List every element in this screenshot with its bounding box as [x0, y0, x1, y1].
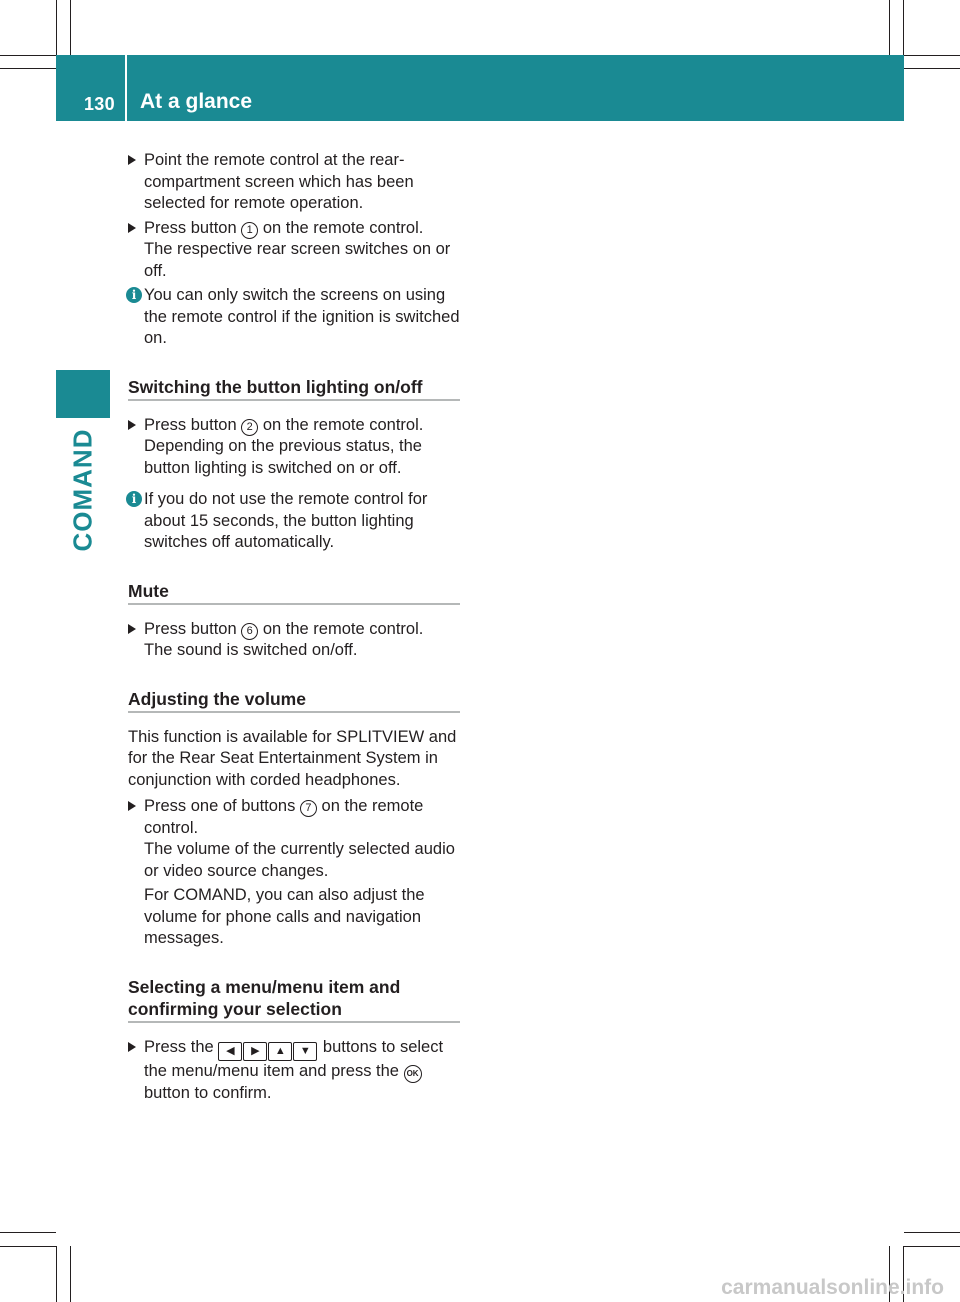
- down-arrow-key-icon: ▼: [293, 1042, 317, 1061]
- instruction-step: [128, 218, 460, 283]
- button-1-icon: 1: [241, 222, 258, 239]
- crop-mark: [904, 55, 960, 56]
- step-text-start: Press one of buttons: [144, 797, 296, 815]
- instruction-step: [128, 619, 460, 662]
- step-text: Point the remote control at the rear-compartment screen which has been selected for remote operation.: [144, 151, 414, 212]
- step-result: Depending on the previous status, the button lighting is switched on or off.: [144, 437, 422, 477]
- left-arrow-key-icon: ◀: [218, 1042, 242, 1061]
- up-arrow-key-icon: ▲: [268, 1042, 292, 1061]
- info-icon: i: [126, 287, 142, 303]
- crop-mark: [70, 1246, 71, 1302]
- step-arrow-icon: [128, 624, 136, 634]
- note-text: If you do not use the remote control for about 15 seconds, the button lighting switches off automatically.: [144, 490, 428, 551]
- side-tab-marker: [56, 370, 110, 418]
- step-arrow-icon: [128, 1042, 136, 1052]
- crop-mark: [904, 68, 960, 69]
- step-text-end: button to confirm.: [144, 1083, 272, 1102]
- info-icon: i: [126, 491, 142, 507]
- instruction-step: [128, 415, 460, 480]
- crop-mark: [0, 1246, 56, 1247]
- step-arrow-icon: [128, 223, 136, 233]
- step-text-start: Press button: [144, 415, 237, 434]
- step-text-start: Press button: [144, 619, 237, 638]
- section-heading: Switching the button lighting on/off: [128, 376, 460, 401]
- crop-mark: [889, 0, 890, 55]
- instruction-step: [128, 1037, 460, 1105]
- step-text: [144, 415, 460, 437]
- instruction-step: [128, 796, 460, 950]
- step-text: [144, 1037, 460, 1105]
- page-title: At a glance: [140, 90, 253, 113]
- step-result: For COMAND, you can also adjust the volume for phone calls and navigation messages.: [144, 886, 425, 947]
- step-text: [144, 796, 460, 839]
- section-heading: Selecting a menu/menu item and confirming your selection: [128, 976, 460, 1023]
- button-7-icon: 7: [300, 800, 317, 817]
- section-heading: Mute: [128, 580, 460, 605]
- step-result: The respective rear screen switches on or off.: [144, 240, 451, 280]
- crop-mark: [56, 0, 57, 55]
- side-tab-label: COMAND: [67, 428, 98, 552]
- crop-mark: [0, 1232, 56, 1233]
- step-text-end: on the remote control.: [262, 415, 424, 434]
- main-content: [128, 150, 460, 1107]
- button-6-icon: 6: [241, 623, 258, 640]
- right-arrow-key-icon: ▶: [243, 1042, 267, 1061]
- crop-mark: [904, 1232, 960, 1233]
- step-text-start: Press the: [144, 1037, 214, 1056]
- button-2-icon: 2: [241, 419, 258, 436]
- header-divider: [125, 55, 127, 121]
- step-result: The volume of the currently selected audio or video source changes.: [144, 840, 455, 880]
- step-arrow-icon: [128, 801, 136, 811]
- step-arrow-icon: [128, 155, 136, 165]
- crop-mark: [904, 1246, 960, 1247]
- crop-mark: [70, 0, 71, 55]
- crop-mark: [0, 55, 56, 56]
- step-text-middle: buttons to select the menu/menu item and press the: [144, 1037, 444, 1080]
- step-result: The sound is switched on/off.: [144, 641, 358, 659]
- crop-mark: [56, 1246, 57, 1302]
- section-paragraph: This function is available for SPLITVIEW and for the Rear Seat Entertainment System in conjunction with corded headphones.: [128, 727, 457, 789]
- watermark: carmanualsonline.info: [721, 1276, 944, 1299]
- ok-button-icon: OK: [404, 1065, 422, 1083]
- step-text-end: on the remote control.: [262, 218, 424, 237]
- step-arrow-icon: [128, 420, 136, 430]
- section-heading: Adjusting the volume: [128, 688, 460, 713]
- step-text: [144, 218, 460, 240]
- step-text-end: on the remote control.: [144, 797, 424, 837]
- info-note: [128, 285, 460, 350]
- step-text-start: Press button: [144, 218, 237, 237]
- note-text: You can only switch the screens on using the remote control if the ignition is switched on.: [144, 286, 460, 347]
- crop-mark: [0, 68, 56, 69]
- step-text: [144, 619, 460, 641]
- step-text-end: on the remote control.: [262, 619, 424, 638]
- instruction-step: [128, 150, 460, 215]
- info-note: [128, 489, 460, 554]
- crop-mark: [903, 0, 904, 55]
- page-number: 130: [84, 94, 115, 114]
